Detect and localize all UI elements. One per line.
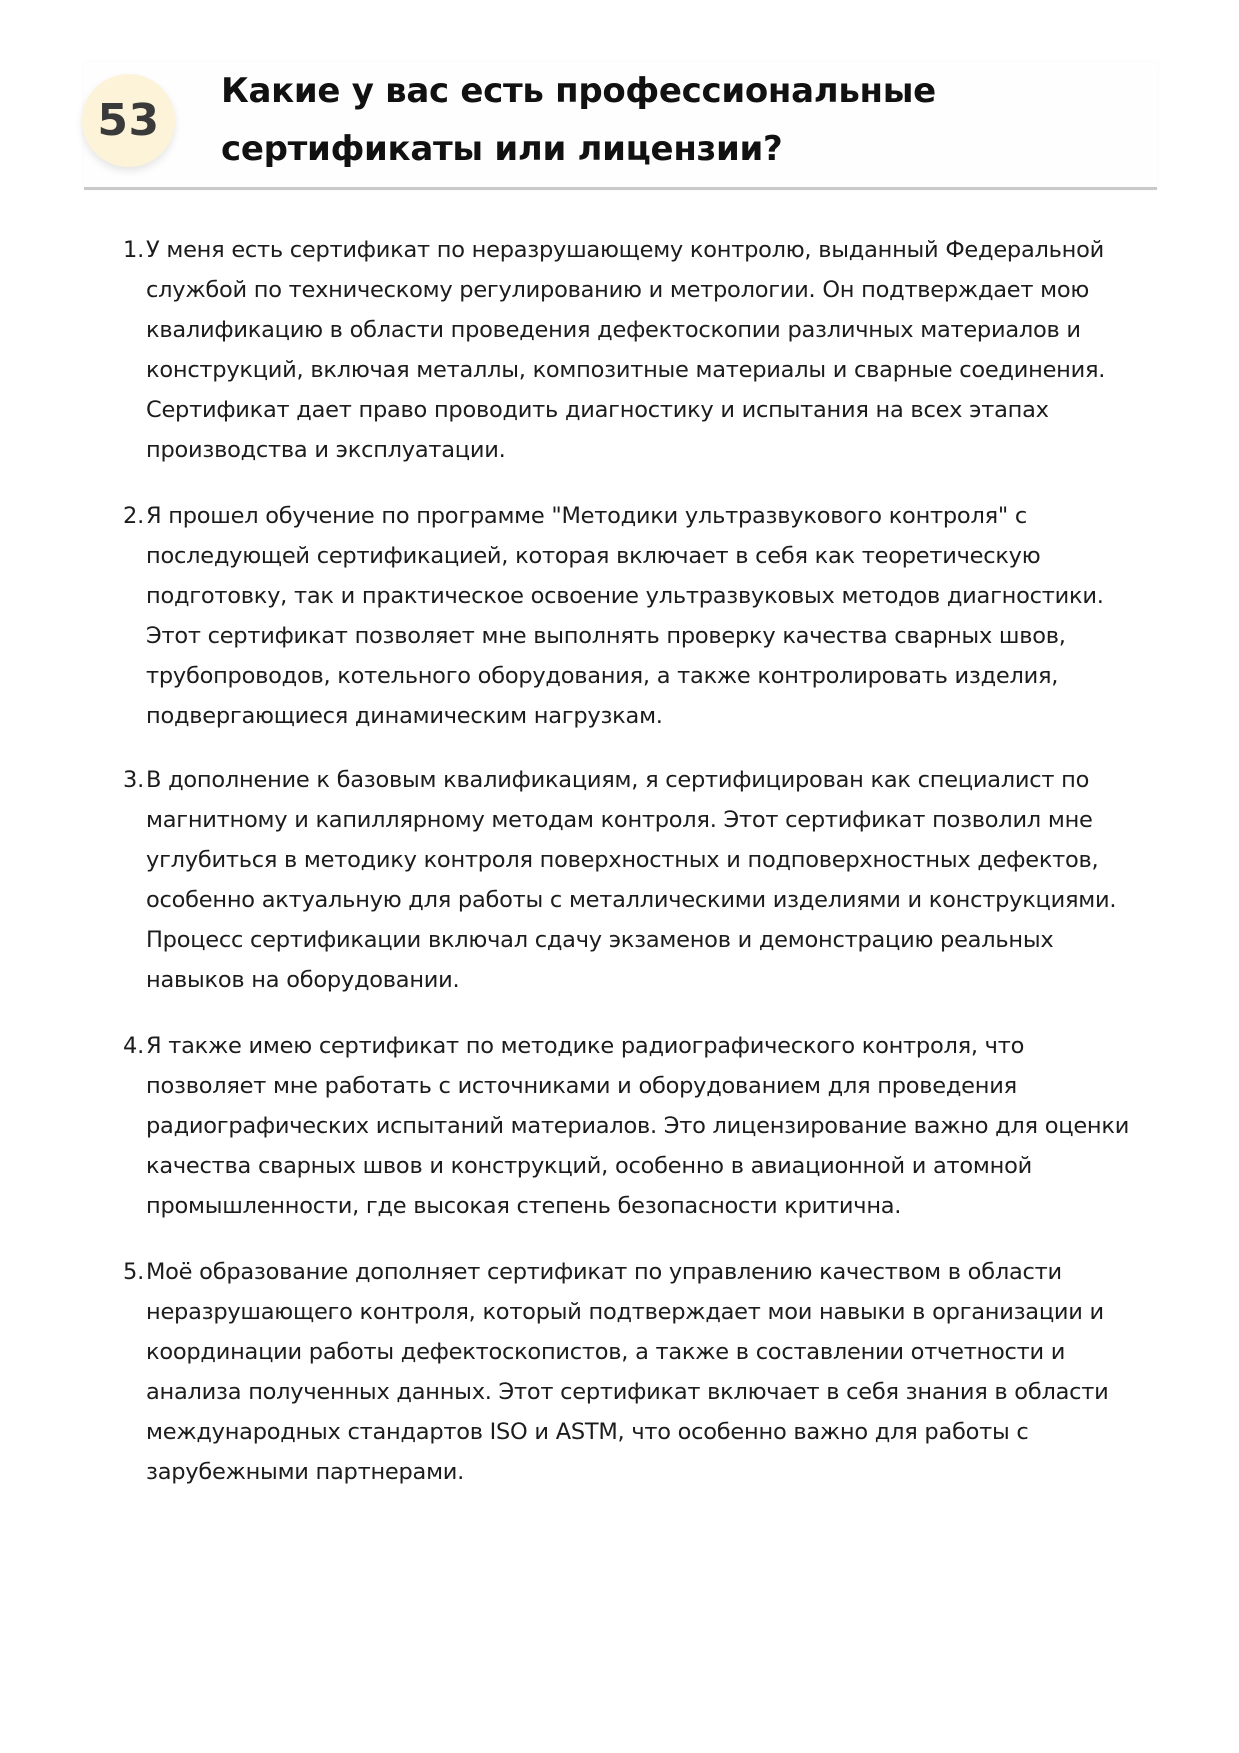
answer-item — [123, 1026, 1146, 1226]
answer-item — [123, 496, 1146, 736]
answer-item-text: В дополнение к базовым квалификациям, я сертифицирован как специалист по магнитному и капиллярному методам контроля. Этот сертификат позволил мне углубиться в методику контроля поверхностных и подповерхностных дефектов, особенно актуальную для работы с металлическими изделиями и конструкциями. Процесс сертификации включал сдачу экзаменов и демонстрацию реальных навыков на оборудовании. — [146, 767, 1117, 993]
answer-item-number: 1. — [123, 237, 144, 263]
answer-item-text: У меня есть сертификат по неразрушающему контролю, выданный Федеральной службой по техническому регулированию и метрологии. Он подтверждает мою квалификацию в области проведения дефектоскопии различных материалов и конструкций, включая металлы, композитные материалы и сварные соединения. Сертификат дает право проводить диагностику и испытания на всех этапах производства и эксплуатации. — [146, 237, 1106, 463]
answer-item-number: 4. — [123, 1033, 144, 1059]
answer-item-number: 2. — [123, 503, 144, 529]
question-number-badge: 53 — [82, 74, 175, 167]
answer-item — [123, 760, 1146, 1000]
answer-item-text: Я также имею сертификат по методике радиографического контроля, что позволяет мне работать с источниками и оборудованием для проведения радиографических испытаний материалов. Это лицензирование важно для оценки качества сварных швов и конструкций, особенно в авиационной и атомной промышленности, где высокая степень безопасности критична. — [146, 1033, 1130, 1219]
answer-item-text: Моё образование дополняет сертификат по управлению качеством в области неразрушающего контроля, который подтверждает мои навыки в организации и координации работы дефектоскопистов, а также в составлении отчетности и анализа полученных данных. Этот сертификат включает в себя знания в области международных стандартов ISO и ASTM, что особенно важно для работы с зарубежными партнерами. — [146, 1259, 1109, 1485]
answer-item-number: 5. — [123, 1259, 144, 1285]
answer-item-number: 3. — [123, 767, 144, 793]
answer-item-text: Я прошел обучение по программе "Методики ультразвукового контроля" с последующей сертификацией, которая включает в себя как теоретическую подготовку, так и практическое освоение ультразвуковых методов диагностики. Этот сертификат позволяет мне выполнять проверку качества сварных швов, трубопроводов, котельного оборудования, а также контролировать изделия, подвергающиеся динамическим нагрузкам. — [146, 503, 1104, 729]
answer-item — [123, 230, 1146, 470]
question-title: Какие у вас есть профессиональные сертификаты или лицензии? — [221, 71, 936, 169]
answer-item — [123, 1252, 1146, 1492]
